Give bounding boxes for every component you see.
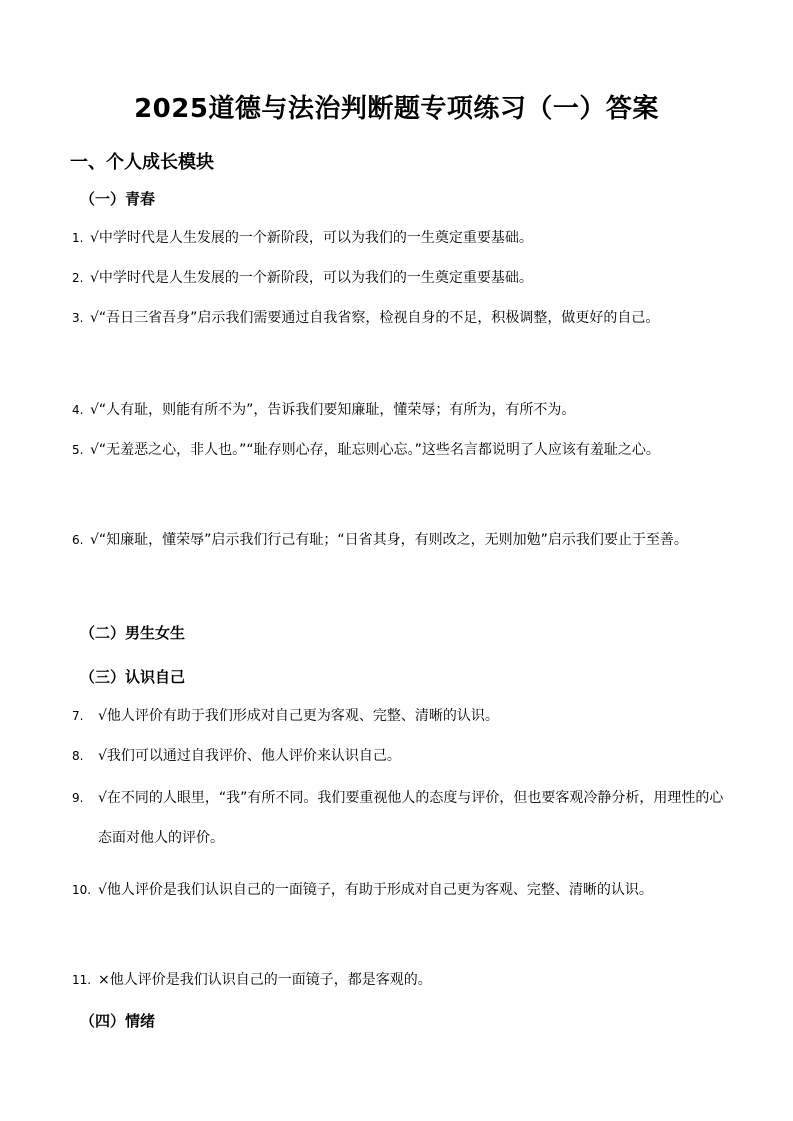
section-heading-personal-growth: 一、个人成长模块	[70, 152, 214, 173]
item-text: √“知廉耻，懂荣辱”启示我们行己有耻；“日省其身，有则改之，无则加勉”启示我们要止于至善。	[90, 532, 688, 548]
list-item	[72, 778, 732, 858]
item-number: 11.	[72, 973, 92, 987]
item-text: ×他人评价是我们认识自己的一面镜子，都是客观的。	[98, 972, 432, 988]
item-text: √在不同的人眼里，“我”有所不同。我们要重视他人的态度与评价，但也要客观冷静分析，用理性的心态面对他人的评价。	[98, 790, 724, 846]
list-item	[72, 218, 732, 258]
list-item	[72, 696, 732, 736]
subsection-heading-emotions: （四）情绪	[80, 1012, 156, 1030]
subsection-heading-boys-girls: （二）男生女生	[80, 624, 186, 642]
item-number: 3.	[72, 311, 84, 325]
item-number: 2.	[72, 271, 84, 285]
item-text: √他人评价有助于我们形成对自己更为客观、完整、清晰的认识。	[98, 708, 499, 724]
item-text: √他人评价是我们认识自己的一面镜子，有助于形成对自己更为客观、完整、清晰的认识。	[98, 882, 653, 898]
list-item	[72, 870, 732, 910]
list-item	[72, 960, 732, 1000]
item-number: 9.	[72, 791, 84, 805]
item-number: 10.	[72, 883, 92, 897]
list-item	[72, 298, 732, 338]
document-title: 2025道德与法治判断题专项练习（一）答案	[134, 94, 659, 124]
item-text: √“无羞恶之心，非人也。”“耻存则心存，耻忘则心忘。”这些名言都说明了人应该有羞耻之心。	[90, 442, 660, 458]
item-number: 5.	[72, 443, 84, 457]
item-text: √“吾日三省吾身”启示我们需要通过自我省察，检视自身的不足，积极调整，做更好的自己。	[90, 310, 660, 326]
item-text: √我们可以通过自我评价、他人评价来认识自己。	[98, 748, 401, 764]
item-number: 7.	[72, 709, 84, 723]
item-number: 4.	[72, 403, 84, 417]
list-item	[72, 430, 732, 470]
list-item	[72, 390, 732, 430]
item-number: 1.	[72, 231, 84, 245]
list-item	[72, 736, 732, 776]
item-number: 8.	[72, 749, 84, 763]
item-number: 6.	[72, 533, 84, 547]
subsection-heading-know-yourself: （三）认识自己	[80, 668, 186, 686]
list-item	[72, 520, 732, 560]
item-text: √“人有耻，则能有所不为”，告诉我们要知廉耻，懂荣辱；有所为，有所不为。	[90, 402, 576, 418]
list-item	[72, 258, 732, 298]
item-text: √中学时代是人生发展的一个新阶段，可以为我们的一生奠定重要基础。	[90, 270, 533, 286]
item-text: √中学时代是人生发展的一个新阶段，可以为我们的一生奠定重要基础。	[90, 230, 533, 246]
subsection-heading-youth: （一）青春	[80, 190, 156, 208]
